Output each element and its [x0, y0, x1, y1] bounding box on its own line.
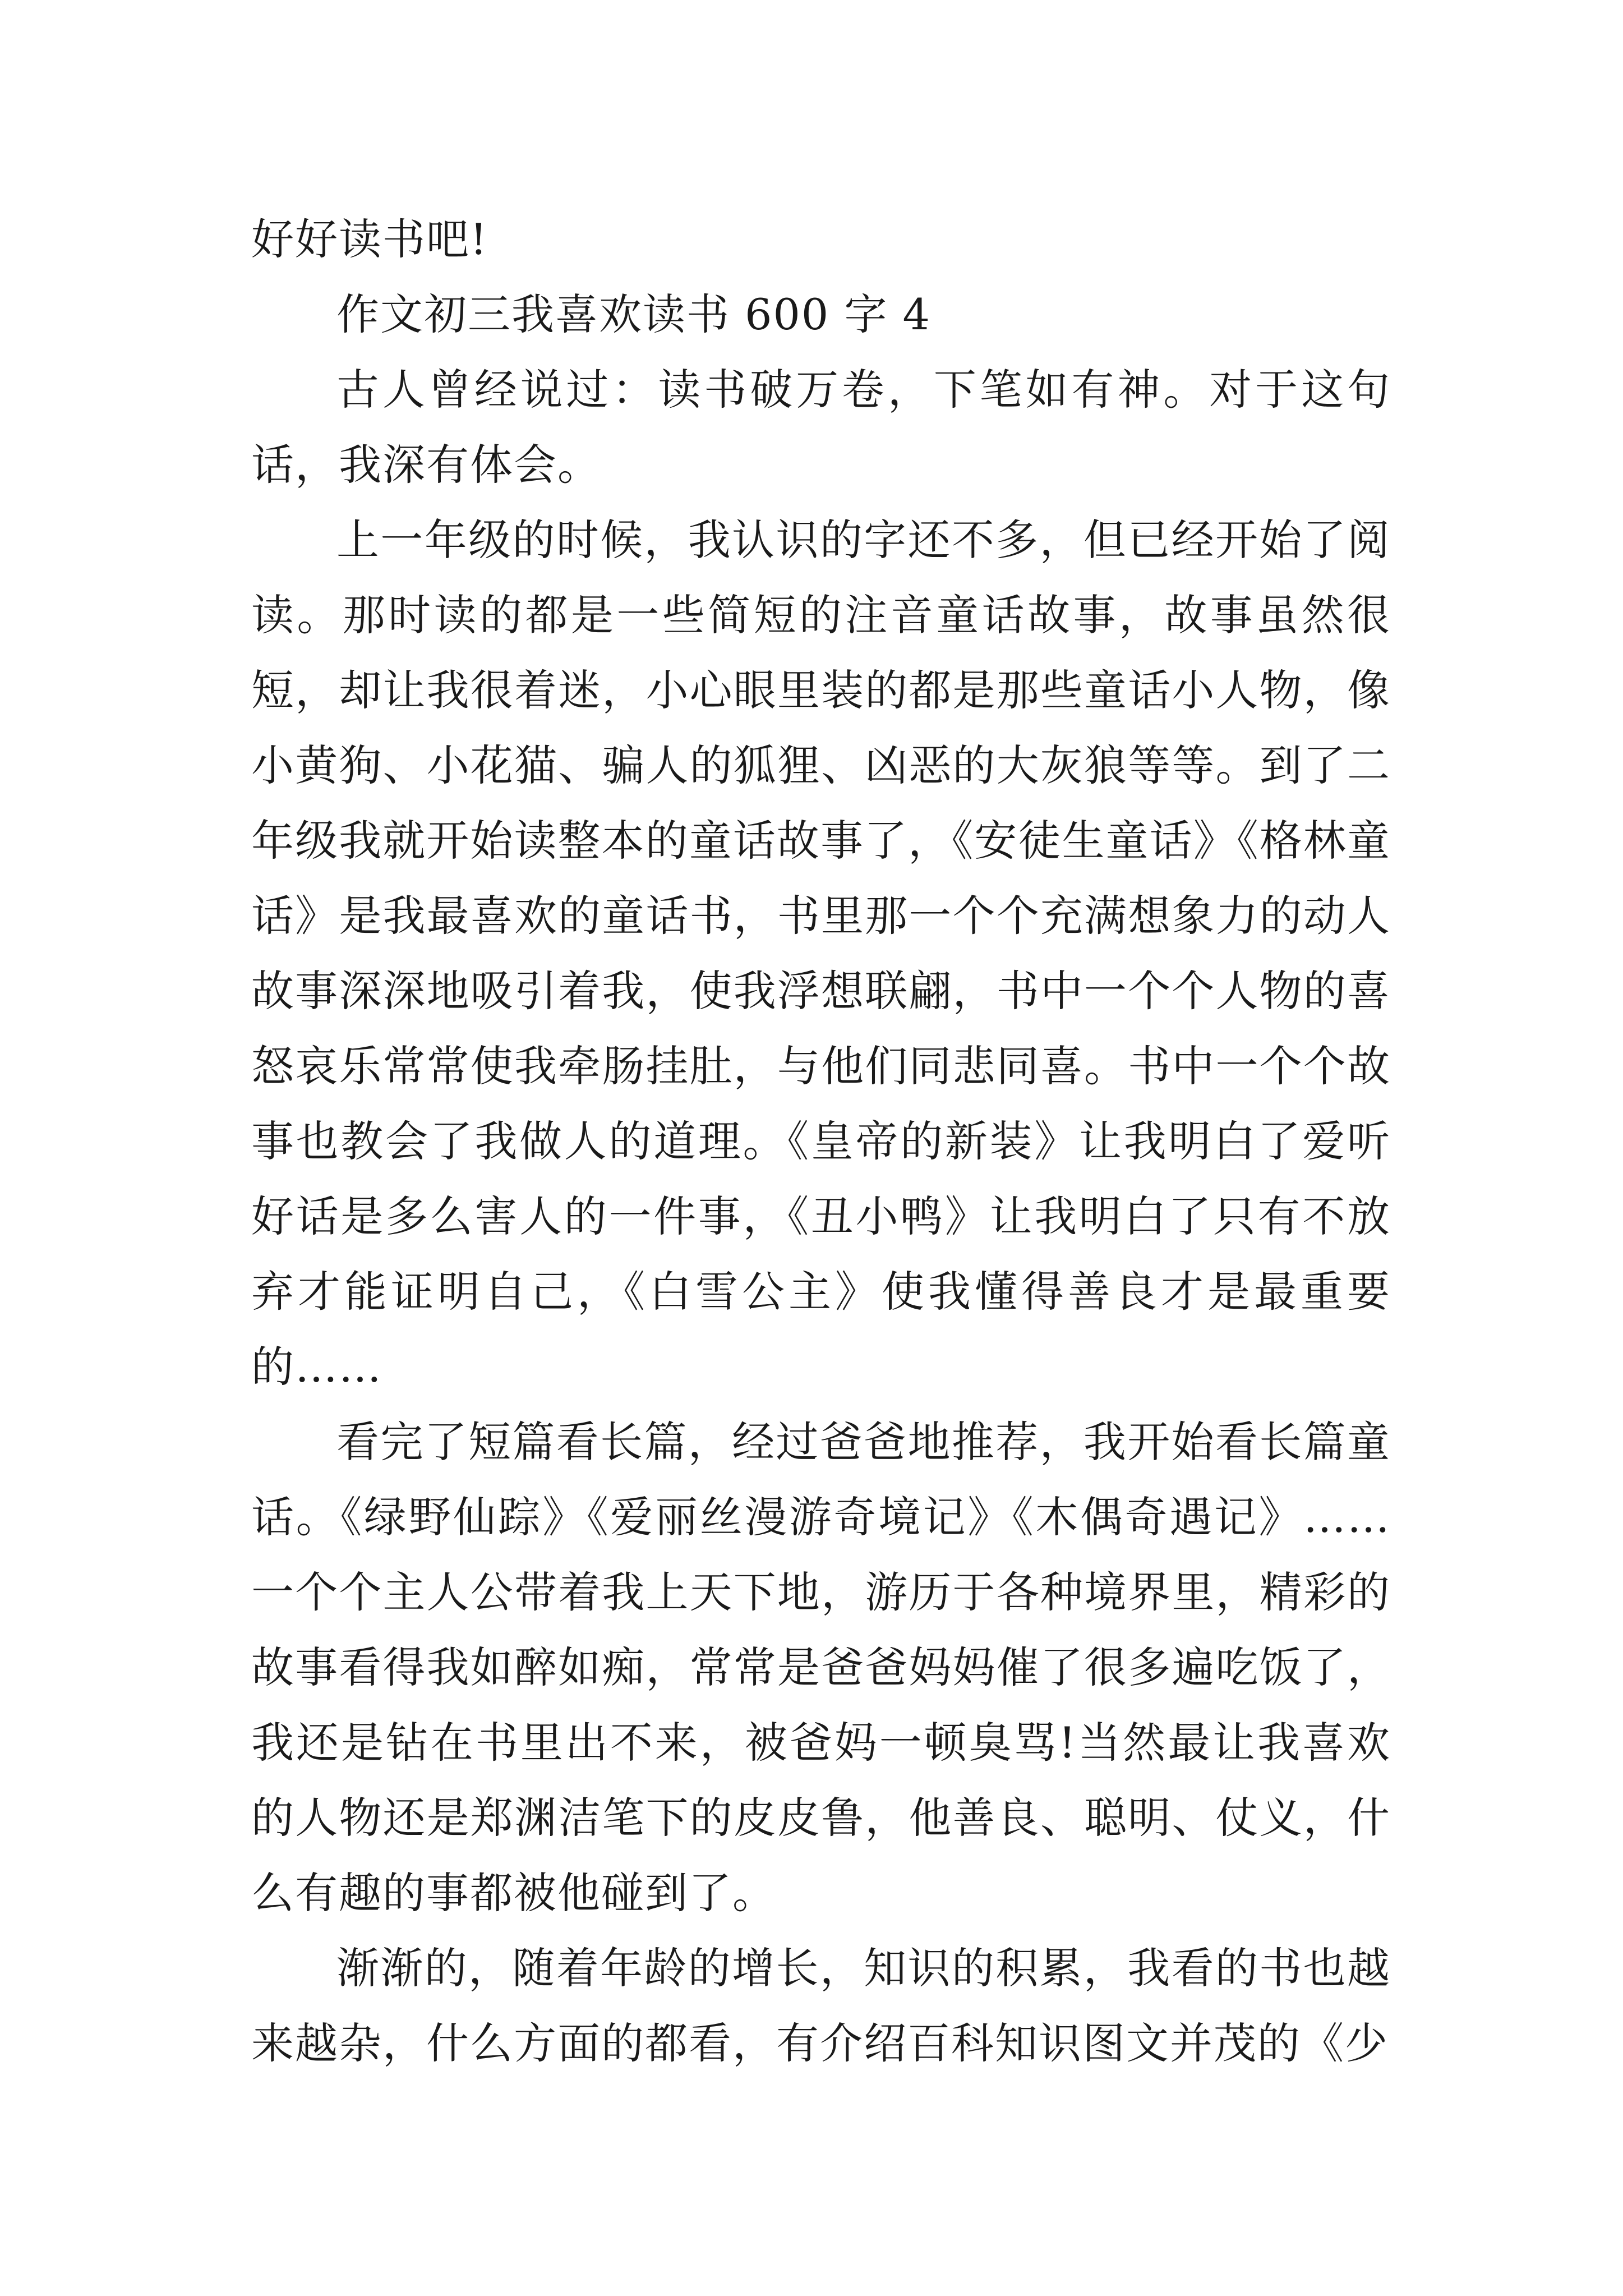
- paragraph-first-grade: 上一年级的时候，我认识的字还不多，但已经开始了阅读。那时读的都是一些简短的注音童话故事，故事虽然很短，却让我很着迷，小心眼里装的都是那些童话小人物，像小黄狗、小花猫、骗人的狐狸、凶恶的大灰狼等等。到了二年级我就开始读整本的童话故事了，《安徒生童话》《格林童话》是我最喜欢的童话书，书里那一个个充满想象力的动人故事深深地吸引着我，使我浮想联翩，书中一个个人物的喜怒哀乐常常使我牵肠挂肚，与他们同悲同喜。书中一个个故事也教会了我做人的道理。《皇帝的新装》让我明白了爱听好话是多么害人的一件事，《丑小鸭》让我明白了只有不放弃才能证明自己，《白雪公主》使我懂得善良才是最重要的……: [251, 515, 1391, 1392]
- paragraph-intro: 古人曾经说过：读书破万卷，下笔如有神。对于这句话，我深有体会。: [251, 365, 1391, 490]
- paragraph-long-stories: 看完了短篇看长篇，经过爸爸地推荐，我开始看长篇童话。《绿野仙踪》《爱丽丝漫游奇境记》《木偶奇遇记》……一个个主人公带着我上天下地，游历于各种境界里，精彩的故事看得我如醉如痴，常常是爸爸妈妈催了很多遍吃饭了，我还是钻在书里出不来，被爸妈一顿臭骂!当然最让我喜欢的人物还是郑渊洁笔下的皮皮鲁，他善良、聪明、仗义，什么有趣的事都被他碰到了。: [251, 1417, 1391, 1918]
- essay-title: 作文初三我喜欢读书 600 字 4: [336, 289, 931, 339]
- document-body: [251, 202, 1391, 2081]
- paragraph-growing-up: 渐渐的，随着年龄的增长，知识的积累，我看的书也越来越杂，什么方面的都看，有介绍百科知识图文并茂的《少: [251, 1943, 1391, 2068]
- paragraph-closing-line: 好好读书吧!: [251, 214, 488, 264]
